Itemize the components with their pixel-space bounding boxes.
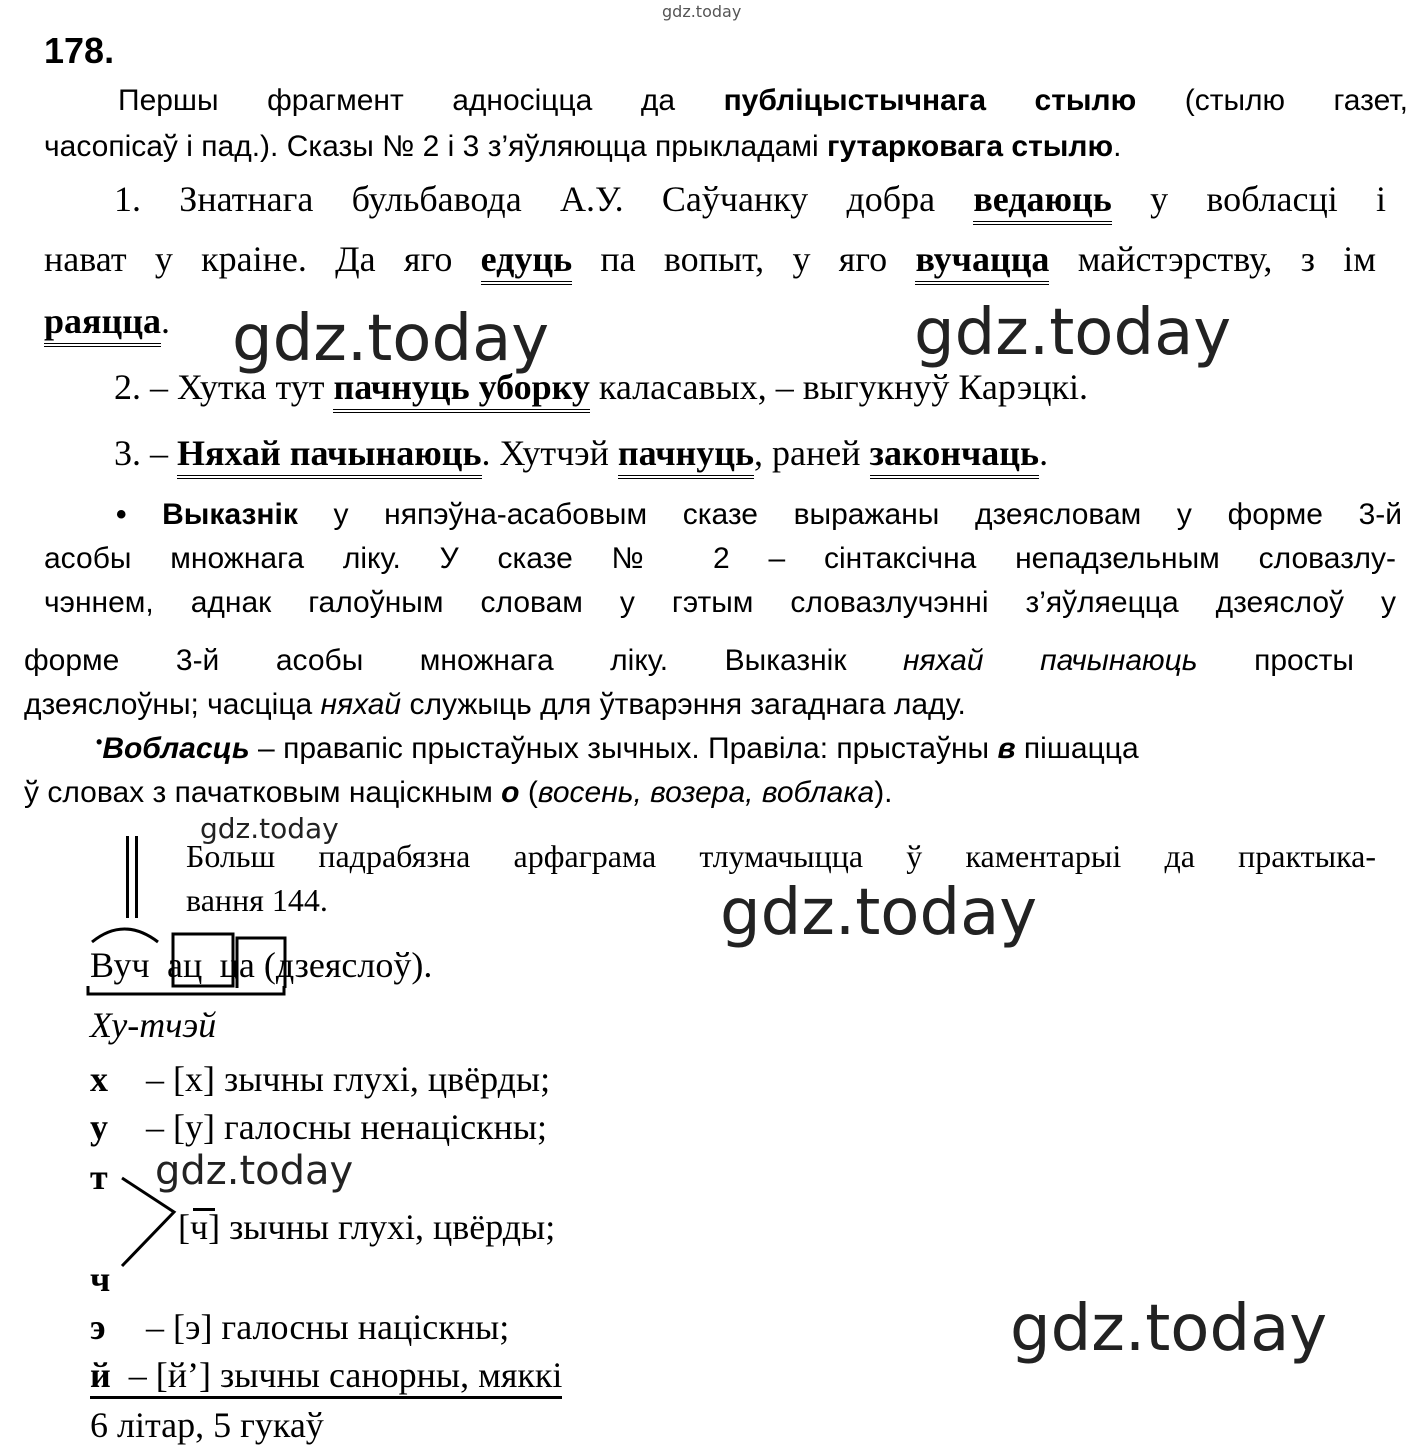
bullet-text: дзеяслоўны; часціца bbox=[24, 688, 321, 721]
bullet-line-5 bbox=[24, 688, 966, 722]
bullet-line-2: асобы множнага ліку. У сказе № 2 – сінтаксічна непадзельным словазлу- bbox=[44, 542, 1396, 575]
sentence-1-line-1 bbox=[114, 178, 1386, 220]
bullet-line-3: чэннем, аднак галоўным словам у гэтым словазлучэнні з’яўляецца дзеяслоў у bbox=[44, 586, 1396, 619]
intro-line-1 bbox=[118, 84, 1408, 118]
word-root: Вуч bbox=[90, 945, 150, 985]
style-term: гутарковага стылю bbox=[826, 130, 1114, 163]
bullet-text: форме 3-й асобы множнага ліку. Выказнік bbox=[24, 644, 903, 677]
bullet-italic: няхай пачынаюць bbox=[902, 644, 1198, 677]
bullet-text: служыць для ўтварэння загаднага ладу. bbox=[401, 688, 966, 721]
note-term: Вобласць bbox=[102, 732, 250, 765]
predicate: пачнуць уборку bbox=[333, 367, 589, 413]
phonetic-sound: – [х] зычны глухі, цвёрды; bbox=[146, 1059, 551, 1099]
sentence-text: майстэрству, з ім bbox=[1049, 239, 1376, 279]
predicate: вучацца bbox=[915, 239, 1049, 285]
sentence-text: , раней bbox=[754, 433, 870, 473]
note-letter: о bbox=[501, 776, 520, 809]
intro-text: (стылю газет, bbox=[1136, 84, 1408, 117]
note-letter: в bbox=[997, 732, 1016, 765]
word-suffix: ац bbox=[167, 945, 203, 985]
note-text: ў словах з пачатковым націскным bbox=[24, 776, 502, 809]
phonetic-letter: у bbox=[90, 1107, 108, 1147]
watermark: gdz.today bbox=[155, 1148, 354, 1194]
predicate: ведаюць bbox=[973, 179, 1111, 225]
sound-description: [э] галосны націскны; bbox=[173, 1307, 510, 1347]
sentence-text: 1. Знатнага бульбавода А.У. Саўчанку добра bbox=[114, 179, 974, 219]
phonetic-sound: – [у] галосны ненаціскны; bbox=[146, 1107, 548, 1147]
sentence-text: у вобласці і bbox=[1111, 179, 1386, 219]
predicate: закончаць bbox=[870, 433, 1040, 479]
sound-description: [й’] зычны санорны, мяккі bbox=[155, 1355, 563, 1395]
predicate: едуць bbox=[481, 239, 573, 285]
sentence-3 bbox=[114, 432, 1048, 474]
root-arc bbox=[92, 929, 158, 942]
sentence-1-line-3 bbox=[44, 300, 170, 342]
watermark: gdz.today bbox=[200, 812, 339, 845]
watermark: gdz.today bbox=[1010, 1292, 1328, 1366]
intro-text: часопісаў і пад.). Сказы № 2 і 3 з’яўляюцца прыкладамі bbox=[44, 130, 827, 163]
phonetic-sound: – [э] галосны націскны; bbox=[146, 1307, 510, 1347]
sentence-text: 3. – bbox=[114, 433, 177, 473]
note-text: пішацца bbox=[1015, 732, 1139, 765]
merge-bracket bbox=[116, 1170, 186, 1280]
exercise-number: 178. bbox=[44, 30, 115, 71]
predicate: пачнуць bbox=[618, 433, 754, 479]
note-text: ). bbox=[874, 776, 893, 809]
sentence-text: 2. – Хутка тут bbox=[114, 367, 334, 407]
phonetic-letter: т bbox=[90, 1157, 108, 1197]
phonetic-sound: [ч] зычны глухі, цвёрды; bbox=[178, 1207, 556, 1247]
sound-description: [у] галосны ненаціскны; bbox=[173, 1107, 548, 1147]
sentence-text: па вопыт, у яго bbox=[572, 239, 916, 279]
word-ending: ца bbox=[219, 945, 255, 985]
bullet-line-1 bbox=[116, 498, 1402, 532]
long-sound-mark bbox=[193, 1208, 215, 1211]
note-line-2 bbox=[24, 776, 893, 810]
note-line-1: •Вобласць – правапіс прыстаўных зычных. Правіла: прыстаўны в пішацца bbox=[96, 732, 1139, 765]
phonetic-letter: ч bbox=[90, 1259, 111, 1299]
sentence-2 bbox=[114, 366, 1088, 408]
sound-description: [х] зычны глухі, цвёрды; bbox=[173, 1059, 551, 1099]
bullet-term: • Выказнік bbox=[116, 498, 298, 531]
sentence-text: . Хутчэй bbox=[481, 433, 618, 473]
phonetic-letter: х bbox=[90, 1059, 108, 1099]
reference-line-1: Больш падрабязна арфаграма тлумачыцца ў каментарыі да практыка- bbox=[186, 838, 1376, 874]
intro-text: Першы фрагмент адносіцца да bbox=[118, 84, 724, 117]
predicate: раяцца bbox=[44, 301, 161, 347]
phonetic-last-row: й – [й’] зычны санорны, мяккі bbox=[90, 1354, 562, 1399]
bullet-italic: няхай bbox=[320, 688, 402, 721]
note-text: – правапіс прыстаўных зычных. Правіла: прыстаўны bbox=[249, 732, 998, 765]
sentence-1-line-2 bbox=[44, 238, 1376, 280]
phonetic-letter: э bbox=[90, 1307, 106, 1347]
word-part-of-speech: (дзеяслоў). bbox=[254, 945, 433, 985]
sentence-text: нават у краіне. Да яго bbox=[44, 239, 481, 279]
morpheme-word bbox=[90, 944, 432, 986]
bullet-text: просты bbox=[1197, 644, 1354, 677]
watermark-top: gdz.today bbox=[662, 2, 742, 21]
reference-marker bbox=[126, 836, 138, 918]
intro-line-2 bbox=[44, 130, 1121, 164]
phonetic-total: 6 літар, 5 гукаў bbox=[90, 1405, 324, 1445]
predicate: Няхай пачынаюць bbox=[177, 433, 482, 479]
sentence-text: . bbox=[1039, 433, 1049, 473]
reference-line-2: вання 144. bbox=[186, 882, 328, 918]
sentence-text: каласавых, – выгукнуў Карэцкі. bbox=[589, 367, 1089, 407]
watermark: gdz.today bbox=[232, 302, 550, 376]
phonetic-word: Ху-тчэй bbox=[90, 1005, 217, 1045]
intro-text: . bbox=[1113, 130, 1122, 163]
phonetic-letter: й bbox=[90, 1355, 111, 1395]
watermark: gdz.today bbox=[914, 296, 1232, 370]
style-term: публіцыстычнага стылю bbox=[723, 84, 1137, 117]
sentence-text: . bbox=[160, 301, 170, 341]
note-examples: восень, возера, воблака bbox=[537, 776, 875, 809]
bullet-line-4 bbox=[24, 644, 1354, 678]
watermark: gdz.today bbox=[720, 876, 1038, 950]
note-text: ( bbox=[519, 776, 538, 809]
bullet-text: у няпэўна-асабовым сказе выражаны дзеясловам у форме 3-й bbox=[297, 498, 1402, 531]
